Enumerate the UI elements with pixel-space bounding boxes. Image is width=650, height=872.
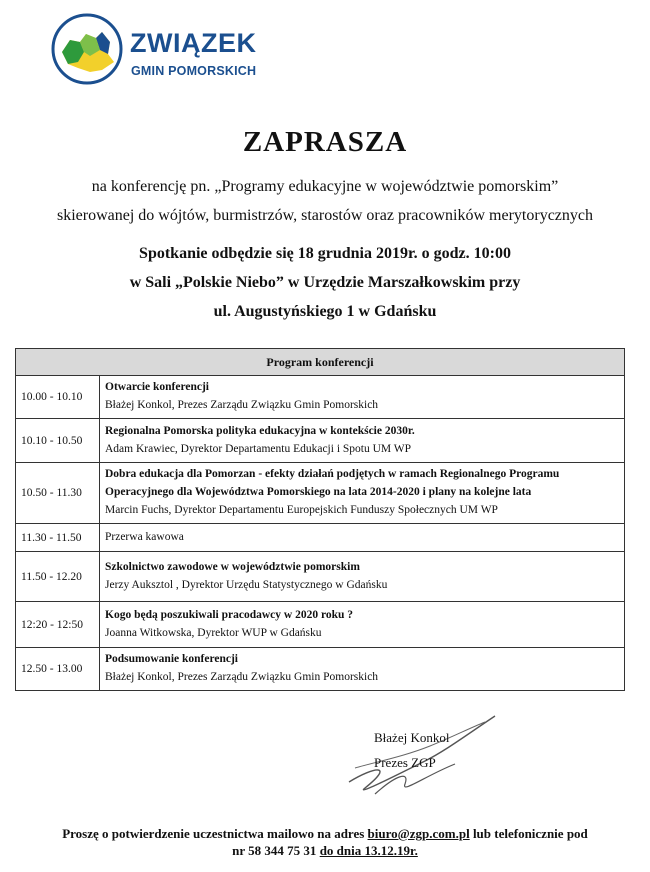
session-title: Szkolnictwo zawodowe w województwie pomorskim: [105, 560, 360, 573]
time-cell: 10.10 - 10.50: [16, 419, 100, 463]
session-speaker: Joanna Witkowska, Dyrektor WUP w Gdańsku: [105, 626, 322, 639]
time-cell: 10.00 - 10.10: [16, 376, 100, 419]
table-row: [16, 376, 625, 419]
session-title: Dobra edukacja dla Pomorzan - efekty działań podjętych w ramach Regionalnego Programu Operacyjnego dla Województwa Pomorskiego na lata 2014-2020 i plany na kolejne lata: [105, 468, 560, 498]
session-cell: [100, 648, 625, 691]
rsvp-note: [0, 825, 650, 859]
session-cell: [100, 552, 625, 602]
table-row: [16, 602, 625, 648]
time-cell: 12:20 - 12:50: [16, 602, 100, 648]
table-row: [16, 524, 625, 552]
audience-line: skierowanej do wójtów, burmistrzów, starostów oraz pracowników merytorycznych: [57, 207, 593, 224]
invitation-heading: ZAPRASZA: [242, 126, 408, 158]
logo-emblem-icon: [50, 12, 124, 86]
program-header: Program konferencji: [16, 349, 625, 376]
organization-logo: [50, 12, 280, 92]
logo-subtitle: GMIN POMORSKICH: [131, 64, 257, 78]
program-header-row: [16, 349, 625, 376]
event-date: Spotkanie odbędzie się 18 grudnia 2019r. o godz. 10:00: [139, 245, 511, 262]
session-cell: [100, 463, 625, 524]
event-venue: w Sali „Polskie Niebo” w Urzędzie Marszałkowskim przy: [129, 274, 521, 291]
phone-number: nr 58 344 75 31: [232, 843, 320, 858]
session-speaker: Jerzy Auksztol , Dyrektor Urzędu Statystycznego w Gdańsku: [105, 578, 388, 591]
email-link[interactable]: biuro@zgp.com.pl: [367, 826, 470, 841]
session-speaker: Błażej Konkol, Prezes Zarządu Związku Gmin Pomorskich: [105, 671, 379, 683]
session-speaker: Marcin Fuchs, Dyrektor Departamentu Europejskich Funduszy Społecznych UM WP: [105, 504, 498, 516]
time-cell: 10.50 - 11.30: [16, 463, 100, 524]
program-table: [15, 348, 625, 691]
session-cell: [100, 376, 625, 419]
table-row: [16, 419, 625, 463]
time-cell: 11.30 - 11.50: [16, 524, 100, 552]
session-cell: [100, 524, 625, 552]
signature-name: Błażej Konkol: [374, 730, 450, 745]
time-cell: 11.50 - 12.20: [16, 552, 100, 602]
table-row: [16, 552, 625, 602]
logo-title: ZWIĄZEK: [130, 28, 257, 58]
signature-role: Prezes ZGP: [374, 755, 436, 770]
rsvp-text-phone: lub telefonicznie pod: [469, 826, 588, 841]
session-speaker: Adam Krawiec, Dyrektor Departamentu Edukacji i Spotu UM WP: [105, 442, 412, 455]
session-title: Otwarcie konferencji: [105, 381, 210, 393]
time-cell: 12.50 - 13.00: [16, 648, 100, 691]
session-title: Kogo będą poszukiwali pracodawcy w 2020 roku ?: [105, 608, 354, 621]
event-address: ul. Augustyńskiego 1 w Gdańsku: [213, 303, 437, 320]
handwritten-signature: [335, 706, 500, 798]
table-row: [16, 648, 625, 691]
conference-name: na konferencję pn. „Programy edukacyjne w województwie pomorskim”: [91, 178, 559, 195]
session-speaker: Przerwa kawowa: [105, 530, 184, 543]
session-speaker: Błażej Konkol, Prezes Zarządu Związku Gmin Pomorskich: [105, 399, 379, 411]
table-row: [16, 463, 625, 524]
session-title: Podsumowanie konferencji: [105, 653, 238, 665]
rsvp-deadline: do dnia 13.12.19r.: [319, 843, 418, 858]
session-title: Regionalna Pomorska polityka edukacyjna w kontekście 2030r.: [105, 424, 415, 437]
rsvp-text: Proszę o potwierdzenie uczestnictwa mailowo na adres: [62, 826, 368, 841]
session-cell: [100, 602, 625, 648]
session-cell: [100, 419, 625, 463]
